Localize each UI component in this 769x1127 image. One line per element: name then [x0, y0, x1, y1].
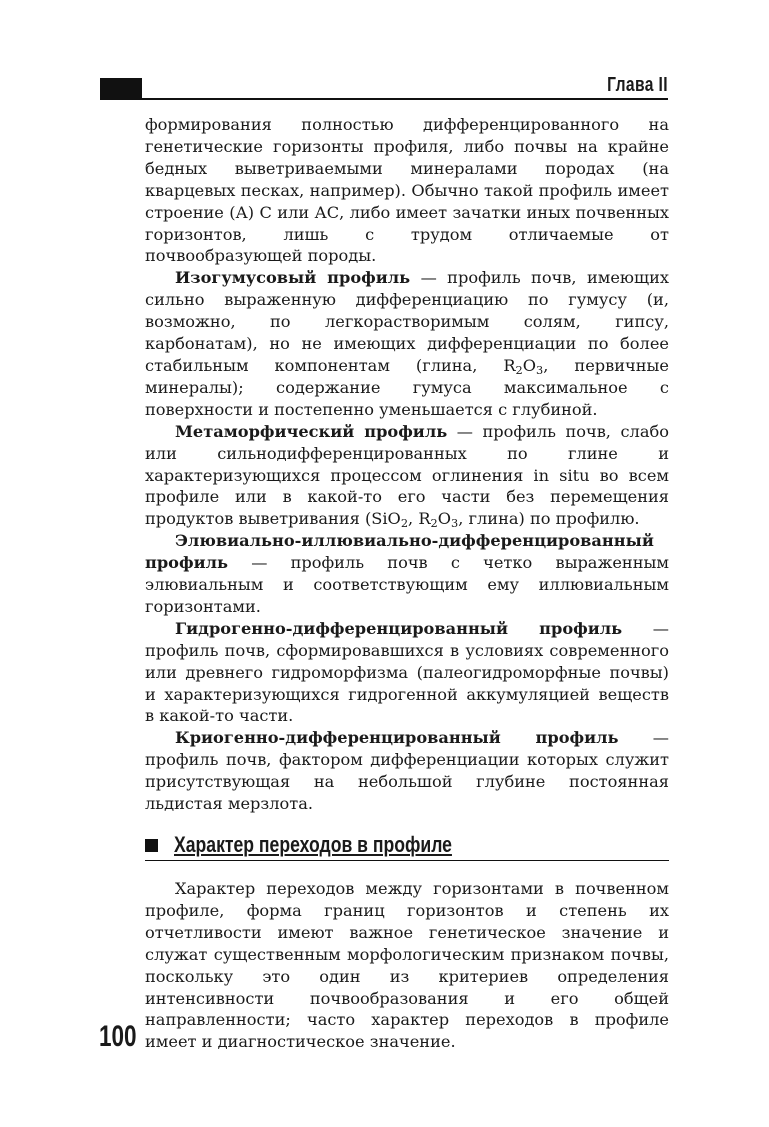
text: , R	[408, 509, 431, 529]
paragraph-metamorphic	[145, 421, 669, 531]
term-isohumus: Изогумусовый профиль	[175, 268, 411, 288]
main-text	[145, 114, 669, 815]
chapter-label: Глава II	[607, 74, 668, 96]
subscript: 2	[515, 362, 523, 377]
subscript: 2	[400, 516, 409, 531]
bullet-square-icon	[145, 839, 158, 852]
subscript: 2	[430, 516, 438, 531]
text: — профиль почв, сформировавшихся в условиях современного или древнего гидроморфизма (палеогидроморфные почвы) и характеризующихся гидрогенной аккумуляцией веществ в какой-то части.	[145, 618, 669, 726]
text: , первичные минералы); содержание гумуса максимальное с поверхности и постепенно уменьшается с глубиной.	[145, 355, 669, 419]
paragraph-hydrogenic	[145, 618, 669, 728]
page-number: 100	[99, 1020, 137, 1053]
text: O	[522, 355, 537, 375]
paragraph-intro: формирования полностью дифференцированного на генетические горизонты профиля, либо почвы на крайне бедных выветриваемыми минералами породах (на кварцевых песках, например). Обычно такой профиль имеет строение (А) С или АС, либо имеет зачатки иных почвенных горизонтов, лишь с трудом отличаемые от почвообразующей породы.	[145, 115, 669, 266]
header-rule	[142, 98, 668, 100]
section-text	[145, 878, 669, 1053]
text: — профиль почв, имеющих сильно выраженную дифференциацию по гумусу (и, возможно, по легкорастворимым солям, гипсу, карбонатам), но не имеющих дифференциации по более стабильным компонентам (глина, R	[145, 268, 669, 375]
subscript: 3	[536, 362, 544, 377]
term-hydrogenic: Гидрогенно-дифференцированный профиль	[175, 618, 623, 638]
text: — профиль почв, слабо или сильнодифференцированных по глине и характеризующихся процессом оглинения in situ во всем профиле или в какой-то его части без перемещения продуктов выветривания (SiO	[145, 421, 669, 529]
paragraph-transitions: Характер переходов между горизонтами в почвенном профиле, форма границ горизонтов и степень их отчетливости имеют важное генетическое значение и служат существенным морфологическим признаком почвы, поскольку это один из критериев определения интенсивности почвообразования и его общей направленности; часто характер переходов в профиле имеет и диагностическое значение.	[145, 879, 669, 1052]
section-heading	[145, 832, 669, 861]
subscript: 3	[451, 516, 459, 531]
paragraph-eluvial	[145, 530, 669, 618]
text: , глина) по профилю.	[458, 509, 640, 529]
paragraph-cryogenic	[145, 727, 669, 815]
term-eluvial: Элювиально-иллювиально-дифференцированный профиль	[145, 531, 654, 573]
paragraph-isohumus	[145, 267, 669, 420]
term-cryogenic: Криогенно-дифференцированный профиль	[175, 728, 619, 748]
section-title: Характер переходов в профиле	[174, 832, 452, 857]
text: — профиль почв, фактором дифференциации которых служит присутствующая на небольшой глубине постоянная льдистая мерзлота.	[145, 728, 669, 814]
text: O	[437, 509, 452, 529]
header-black-bar	[100, 78, 142, 100]
text: — профиль почв с четко выраженным элювиальным и соответствующим ему иллювиальным горизонтами.	[145, 553, 669, 616]
term-metamorphic: Метаморфический профиль	[175, 421, 448, 441]
